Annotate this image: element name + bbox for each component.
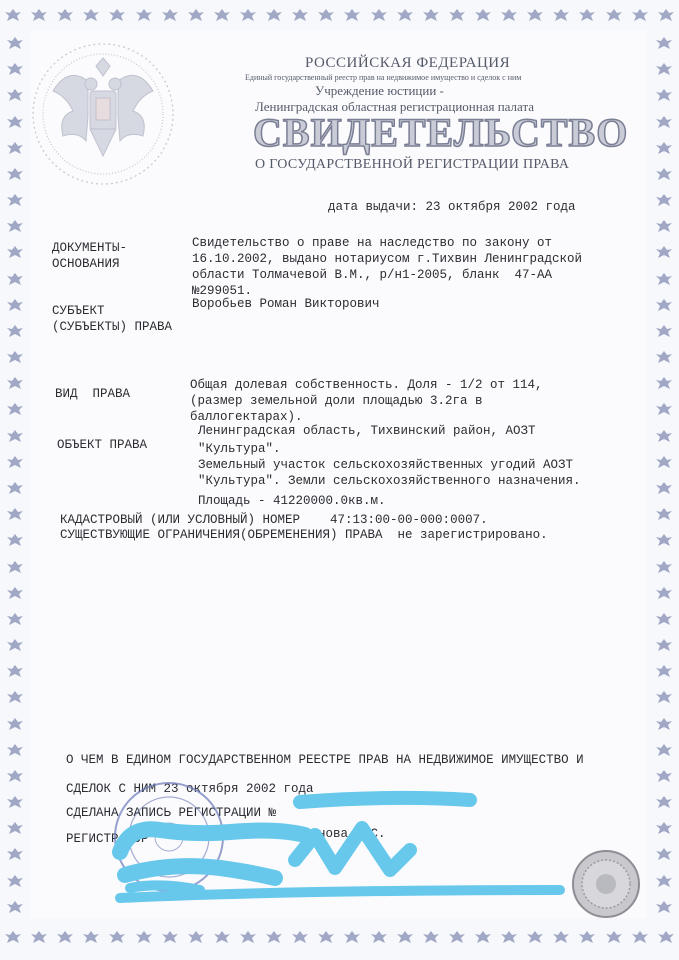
- document-subtitle: О ГОСУДАРСТВЕННОЙ РЕГИСТРАЦИИ ПРАВА: [255, 157, 570, 172]
- header-country: РОССИЙСКАЯ ФЕДЕРАЦИЯ: [305, 55, 511, 71]
- docs-value-line-3: области Толмачевой В.М., р/н1-2005, бланк 47-АА: [192, 268, 553, 282]
- ornament-icon: [422, 930, 440, 944]
- footer-line-2: СДЕЛОК С НИМ 23 октября 2002 года: [66, 782, 314, 796]
- ornament-icon: [655, 324, 673, 338]
- ornament-icon: [6, 245, 24, 259]
- ornament-icon: [422, 8, 440, 22]
- ornament-icon: [655, 769, 673, 783]
- ornament-icon: [655, 272, 673, 286]
- ornament-icon: [655, 560, 673, 574]
- footer-line-3: СДЕЛАНА ЗАПИСЬ РЕГИСТРАЦИИ №: [66, 806, 277, 820]
- ornament-icon: [655, 298, 673, 312]
- ornament-icon: [605, 930, 623, 944]
- ornament-icon: [396, 8, 414, 22]
- ornament-icon: [655, 586, 673, 600]
- object-value-line-4: "Культура". Земли сельскохозяйственного назначения.: [198, 474, 581, 488]
- coat-of-arms-emblem: [28, 36, 178, 191]
- cadastral-number: КАДАСТРОВЫЙ (ИЛИ УСЛОВНЫЙ) НОМЕР 47:13:00-00-000:0007.: [60, 513, 488, 527]
- ornament-icon: [6, 272, 24, 286]
- ornament-icon: [6, 167, 24, 181]
- ornament-icon: [291, 930, 309, 944]
- ornament-icon: [552, 930, 570, 944]
- ornament-icon: [500, 8, 518, 22]
- ornament-icon: [6, 350, 24, 364]
- docs-label-1: ДОКУМЕНТЫ-: [52, 241, 128, 255]
- footer-registrar-name: нова Ж.С.: [318, 827, 386, 841]
- ornament-icon: [655, 350, 673, 364]
- ornament-icon: [6, 62, 24, 76]
- ornament-icon: [655, 507, 673, 521]
- ornament-icon: [161, 930, 179, 944]
- ornament-icon: [6, 560, 24, 574]
- object-label: ОБЪЕКТ ПРАВА: [57, 438, 148, 452]
- ornament-icon: [631, 930, 649, 944]
- ornament-icon: [526, 8, 544, 22]
- ornament-icon: [343, 930, 361, 944]
- ornament-icon: [6, 586, 24, 600]
- ornament-icon: [655, 455, 673, 469]
- ornament-icon: [343, 8, 361, 22]
- ornament-icon: [317, 8, 335, 22]
- ornament-icon: [4, 8, 22, 22]
- ornament-icon: [161, 8, 179, 22]
- docs-value-line-2: 16.10.2002, выдано нотариусом г.Тихвин Ленинградской: [192, 252, 583, 266]
- ornament-icon: [135, 8, 153, 22]
- ornament-icon: [655, 821, 673, 835]
- header-institution: Учреждение юстиции -: [315, 83, 444, 98]
- object-value-line-5: Площадь - 41220000.0кв.м.: [198, 494, 386, 508]
- ornament-icon: [655, 219, 673, 233]
- ornament-icon: [655, 717, 673, 731]
- ornament-icon: [6, 900, 24, 914]
- ornament-icon: [6, 88, 24, 102]
- ornament-icon: [108, 930, 126, 944]
- ornament-icon: [448, 8, 466, 22]
- subject-label-1: СУБЪЕКТ: [52, 304, 105, 318]
- ornament-icon: [605, 8, 623, 22]
- ornament-icon: [655, 88, 673, 102]
- ornament-icon: [108, 8, 126, 22]
- ornament-icon: [265, 930, 283, 944]
- right-value-line-2: (размер земельной доли площадью 3.2га в: [190, 394, 483, 408]
- ornament-icon: [6, 612, 24, 626]
- ornament-icon: [6, 429, 24, 443]
- ornament-icon: [6, 874, 24, 888]
- ornament-icon: [655, 376, 673, 390]
- ornament-icon: [655, 481, 673, 495]
- object-value-line-2: "Культура".: [198, 442, 281, 456]
- docs-label-2: ОСНОВАНИЯ: [52, 257, 120, 271]
- ornament-icon: [6, 376, 24, 390]
- ornament-icon: [655, 900, 673, 914]
- ornament-icon: [6, 795, 24, 809]
- ornament-icon: [6, 847, 24, 861]
- ornament-border-left: [0, 30, 30, 920]
- ornament-icon: [655, 62, 673, 76]
- ornament-icon: [6, 298, 24, 312]
- ornament-icon: [448, 930, 466, 944]
- ornament-border-bottom: [0, 922, 679, 952]
- ornament-border-top: [0, 0, 679, 30]
- ornament-icon: [213, 8, 231, 22]
- ornament-icon: [578, 8, 596, 22]
- ornament-icon: [655, 115, 673, 129]
- ornament-icon: [655, 612, 673, 626]
- subject-label-2: (СУБЪЕКТЫ) ПРАВА: [52, 320, 173, 334]
- footer-line-4: РЕГИСТРАТОР: [66, 832, 149, 846]
- ornament-icon: [474, 8, 492, 22]
- ornament-icon: [6, 769, 24, 783]
- ornament-icon: [631, 8, 649, 22]
- ornament-icon: [655, 743, 673, 757]
- ornament-icon: [6, 36, 24, 50]
- ornament-icon: [552, 8, 570, 22]
- ornament-icon: [6, 324, 24, 338]
- ornament-icon: [56, 8, 74, 22]
- ornament-icon: [657, 8, 675, 22]
- ornament-icon: [655, 664, 673, 678]
- ornament-icon: [655, 533, 673, 547]
- issue-date: дата выдачи: 23 октября 2002 года: [328, 200, 576, 214]
- ornament-icon: [655, 690, 673, 704]
- ornament-border-right: [649, 30, 679, 920]
- ornament-icon: [6, 481, 24, 495]
- ornament-icon: [655, 36, 673, 50]
- ornament-icon: [291, 8, 309, 22]
- ornament-icon: [655, 638, 673, 652]
- ornament-icon: [135, 930, 153, 944]
- object-value-line-1: Ленинградская область, Тихвинский район, АОЗТ: [198, 424, 536, 438]
- ornament-icon: [655, 167, 673, 181]
- ornament-icon: [500, 930, 518, 944]
- ornament-icon: [6, 455, 24, 469]
- ornament-icon: [6, 690, 24, 704]
- ornament-icon: [6, 141, 24, 155]
- ornament-icon: [6, 193, 24, 207]
- ornament-icon: [239, 930, 257, 944]
- header-chamber: Ленинградская областная регистрационная палата: [255, 99, 535, 114]
- ornament-icon: [4, 930, 22, 944]
- ornament-icon: [6, 717, 24, 731]
- ornament-icon: [239, 8, 257, 22]
- ornament-icon: [6, 507, 24, 521]
- right-value-line-3: баллогектарах).: [190, 410, 303, 424]
- ornament-icon: [6, 743, 24, 757]
- ornament-icon: [370, 8, 388, 22]
- ornament-icon: [655, 245, 673, 259]
- object-value-line-3: Земельный участок сельскохозяйственных угодий АОЗТ: [198, 458, 574, 472]
- ornament-icon: [6, 402, 24, 416]
- ornament-icon: [6, 664, 24, 678]
- ornament-icon: [655, 193, 673, 207]
- subject-value: Воробьев Роман Викторович: [192, 297, 380, 311]
- ornament-icon: [396, 930, 414, 944]
- docs-value-line-1: Свидетельство о праве на наследство по закону от: [192, 236, 553, 250]
- docs-value-line-4: №299051.: [192, 284, 253, 298]
- ornament-icon: [265, 8, 283, 22]
- ornament-icon: [655, 847, 673, 861]
- ornament-icon: [474, 930, 492, 944]
- ornament-icon: [655, 141, 673, 155]
- ornament-icon: [30, 8, 48, 22]
- footer-line-1: О ЧЕМ В ЕДИНОМ ГОСУДАРСТВЕННОМ РЕЕСТРЕ ПРАВ НА НЕДВИЖИМОЕ ИМУЩЕСТВО И: [66, 753, 584, 767]
- redaction-scribble: [100, 790, 620, 910]
- restrictions-line: СУЩЕСТВУЮЩИЕ ОГРАНИЧЕНИЯ(ОБРЕМЕНЕНИЯ) ПРАВА не зарегистрировано.: [60, 528, 548, 542]
- ornament-icon: [655, 795, 673, 809]
- document-title: СВИДЕТЕЛЬСТВО: [253, 110, 629, 155]
- ornament-icon: [6, 638, 24, 652]
- ornament-icon: [6, 821, 24, 835]
- header-registry: Единый государственный реестр прав на недвижимое имущество и сделок с ним: [245, 73, 522, 82]
- right-value-line-1: Общая долевая собственность. Доля - 1/2 от 114,: [190, 378, 543, 392]
- ornament-icon: [187, 930, 205, 944]
- ornament-icon: [6, 115, 24, 129]
- ornament-icon: [82, 930, 100, 944]
- ornament-icon: [213, 930, 231, 944]
- ornament-icon: [317, 930, 335, 944]
- ornament-icon: [6, 533, 24, 547]
- ornament-icon: [6, 219, 24, 233]
- ornament-icon: [30, 930, 48, 944]
- ornament-icon: [655, 874, 673, 888]
- ornament-icon: [657, 930, 675, 944]
- ornament-icon: [655, 429, 673, 443]
- ornament-icon: [655, 402, 673, 416]
- ornament-icon: [370, 930, 388, 944]
- ornament-icon: [187, 8, 205, 22]
- ornament-icon: [56, 930, 74, 944]
- ornament-icon: [578, 930, 596, 944]
- right-label: ВИД ПРАВА: [55, 387, 131, 401]
- ornament-icon: [526, 930, 544, 944]
- ornament-icon: [82, 8, 100, 22]
